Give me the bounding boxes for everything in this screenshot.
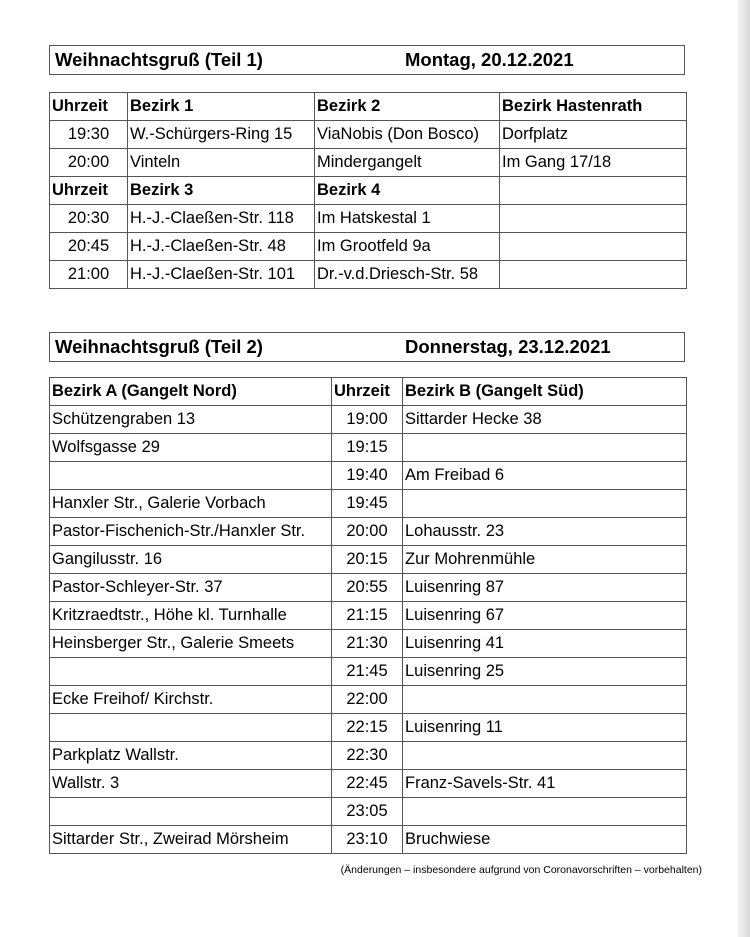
part1-date: Montag, 20.12.2021 [405, 49, 574, 70]
table-row [50, 434, 687, 462]
location-cell: Zur Mohrenmühle [403, 546, 687, 574]
table-row [50, 233, 687, 261]
location-cell: Mindergangelt [315, 149, 500, 177]
location-cell: H.-J.-Claeßen-Str. 118 [128, 205, 315, 233]
table-row [50, 686, 687, 714]
location-cell: Heinsberger Str., Galerie Smeets [50, 630, 332, 658]
time-cell: 19:15 [332, 434, 403, 462]
location-cell: Pastor-Schleyer-Str. 37 [50, 574, 332, 602]
location-cell: Sittarder Str., Zweirad Mörsheim [50, 826, 332, 854]
time-cell: 20:00 [50, 149, 128, 177]
time-cell: 21:15 [332, 602, 403, 630]
table-row [50, 462, 687, 490]
location-cell: Luisenring 87 [403, 574, 687, 602]
part2-schedule-table [49, 377, 687, 854]
column-header: Bezirk B (Gangelt Süd) [403, 378, 687, 406]
time-cell: 22:00 [332, 686, 403, 714]
location-cell: Wallstr. 3 [50, 770, 332, 798]
location-cell: Im Hatskestal 1 [315, 205, 500, 233]
table-row [50, 630, 687, 658]
table-row [50, 826, 687, 854]
time-cell: 20:45 [50, 233, 128, 261]
part2-title-box [49, 332, 685, 362]
time-cell: 19:40 [332, 462, 403, 490]
time-cell: 22:15 [332, 714, 403, 742]
location-cell [500, 261, 687, 289]
location-cell [50, 714, 332, 742]
table-row [50, 714, 687, 742]
location-cell [403, 434, 687, 462]
location-cell: Bezirk 3 [128, 177, 315, 205]
location-cell: Lohausstr. 23 [403, 518, 687, 546]
location-cell [50, 462, 332, 490]
location-cell: Bezirk 2 [315, 93, 500, 121]
location-cell [500, 177, 687, 205]
time-cell: 20:55 [332, 574, 403, 602]
location-cell: Im Gang 17/18 [500, 149, 687, 177]
location-cell [50, 658, 332, 686]
table-row [50, 658, 687, 686]
location-cell: Dr.-v.d.Driesch-Str. 58 [315, 261, 500, 289]
table-row [50, 149, 687, 177]
location-cell: Bezirk 1 [128, 93, 315, 121]
table-header-row [50, 93, 687, 121]
part1-title: Weihnachtsgruß (Teil 1) [55, 49, 263, 70]
part1-title-box [49, 45, 685, 75]
page-edge [738, 0, 750, 937]
table-row [50, 770, 687, 798]
table-row [50, 406, 687, 434]
location-cell: W.-Schürgers-Ring 15 [128, 121, 315, 149]
location-cell: Dorfplatz [500, 121, 687, 149]
location-cell: Am Freibad 6 [403, 462, 687, 490]
part2-title: Weihnachtsgruß (Teil 2) [55, 336, 263, 357]
location-cell: Sittarder Hecke 38 [403, 406, 687, 434]
time-cell: 19:30 [50, 121, 128, 149]
part1-schedule-table [49, 92, 687, 289]
location-cell: H.-J.-Claeßen-Str. 101 [128, 261, 315, 289]
table-row [50, 261, 687, 289]
table-row [50, 798, 687, 826]
part2-date: Donnerstag, 23.12.2021 [405, 336, 611, 357]
time-cell: 20:15 [332, 546, 403, 574]
table-row [50, 490, 687, 518]
location-cell [403, 686, 687, 714]
table-header-row [50, 177, 687, 205]
location-cell: Luisenring 67 [403, 602, 687, 630]
table-row [50, 602, 687, 630]
time-cell: 19:45 [332, 490, 403, 518]
time-cell: 23:05 [332, 798, 403, 826]
location-cell: Parkplatz Wallstr. [50, 742, 332, 770]
location-cell: Im Grootfeld 9a [315, 233, 500, 261]
location-cell: Pastor-Fischenich-Str./Hanxler Str. [50, 518, 332, 546]
time-cell: 19:00 [332, 406, 403, 434]
location-cell [403, 742, 687, 770]
column-header: Uhrzeit [332, 378, 403, 406]
location-cell [50, 798, 332, 826]
time-cell: 20:30 [50, 205, 128, 233]
table-row [50, 742, 687, 770]
location-cell: Bruchwiese [403, 826, 687, 854]
location-cell: Wolfsgasse 29 [50, 434, 332, 462]
table-row [50, 546, 687, 574]
location-cell: Gangilusstr. 16 [50, 546, 332, 574]
time-cell: 21:45 [332, 658, 403, 686]
location-cell [500, 205, 687, 233]
location-cell: Hanxler Str., Galerie Vorbach [50, 490, 332, 518]
time-cell: 22:30 [332, 742, 403, 770]
footnote: (Änderungen – insbesondere aufgrund von Coronavorschriften – vorbehalten) [340, 864, 702, 876]
location-cell: Schützengraben 13 [50, 406, 332, 434]
location-cell: Luisenring 11 [403, 714, 687, 742]
table-row [50, 518, 687, 546]
location-cell: ViaNobis (Don Bosco) [315, 121, 500, 149]
location-cell: Kritzraedtstr., Höhe kl. Turnhalle [50, 602, 332, 630]
time-cell: 21:00 [50, 261, 128, 289]
location-cell: Luisenring 25 [403, 658, 687, 686]
time-cell: 20:00 [332, 518, 403, 546]
location-cell: Bezirk Hastenrath [500, 93, 687, 121]
location-cell [500, 233, 687, 261]
location-cell [403, 490, 687, 518]
location-cell: Ecke Freihof/ Kirchstr. [50, 686, 332, 714]
column-header: Bezirk A (Gangelt Nord) [50, 378, 332, 406]
location-cell: Bezirk 4 [315, 177, 500, 205]
table-header-row [50, 378, 687, 406]
time-cell: Uhrzeit [50, 93, 128, 121]
location-cell [403, 798, 687, 826]
time-cell: 22:45 [332, 770, 403, 798]
location-cell: Luisenring 41 [403, 630, 687, 658]
time-cell: 23:10 [332, 826, 403, 854]
location-cell: Franz-Savels-Str. 41 [403, 770, 687, 798]
time-cell: 21:30 [332, 630, 403, 658]
table-row [50, 205, 687, 233]
table-row [50, 574, 687, 602]
location-cell: Vinteln [128, 149, 315, 177]
location-cell: H.-J.-Claeßen-Str. 48 [128, 233, 315, 261]
time-cell: Uhrzeit [50, 177, 128, 205]
table-row [50, 121, 687, 149]
